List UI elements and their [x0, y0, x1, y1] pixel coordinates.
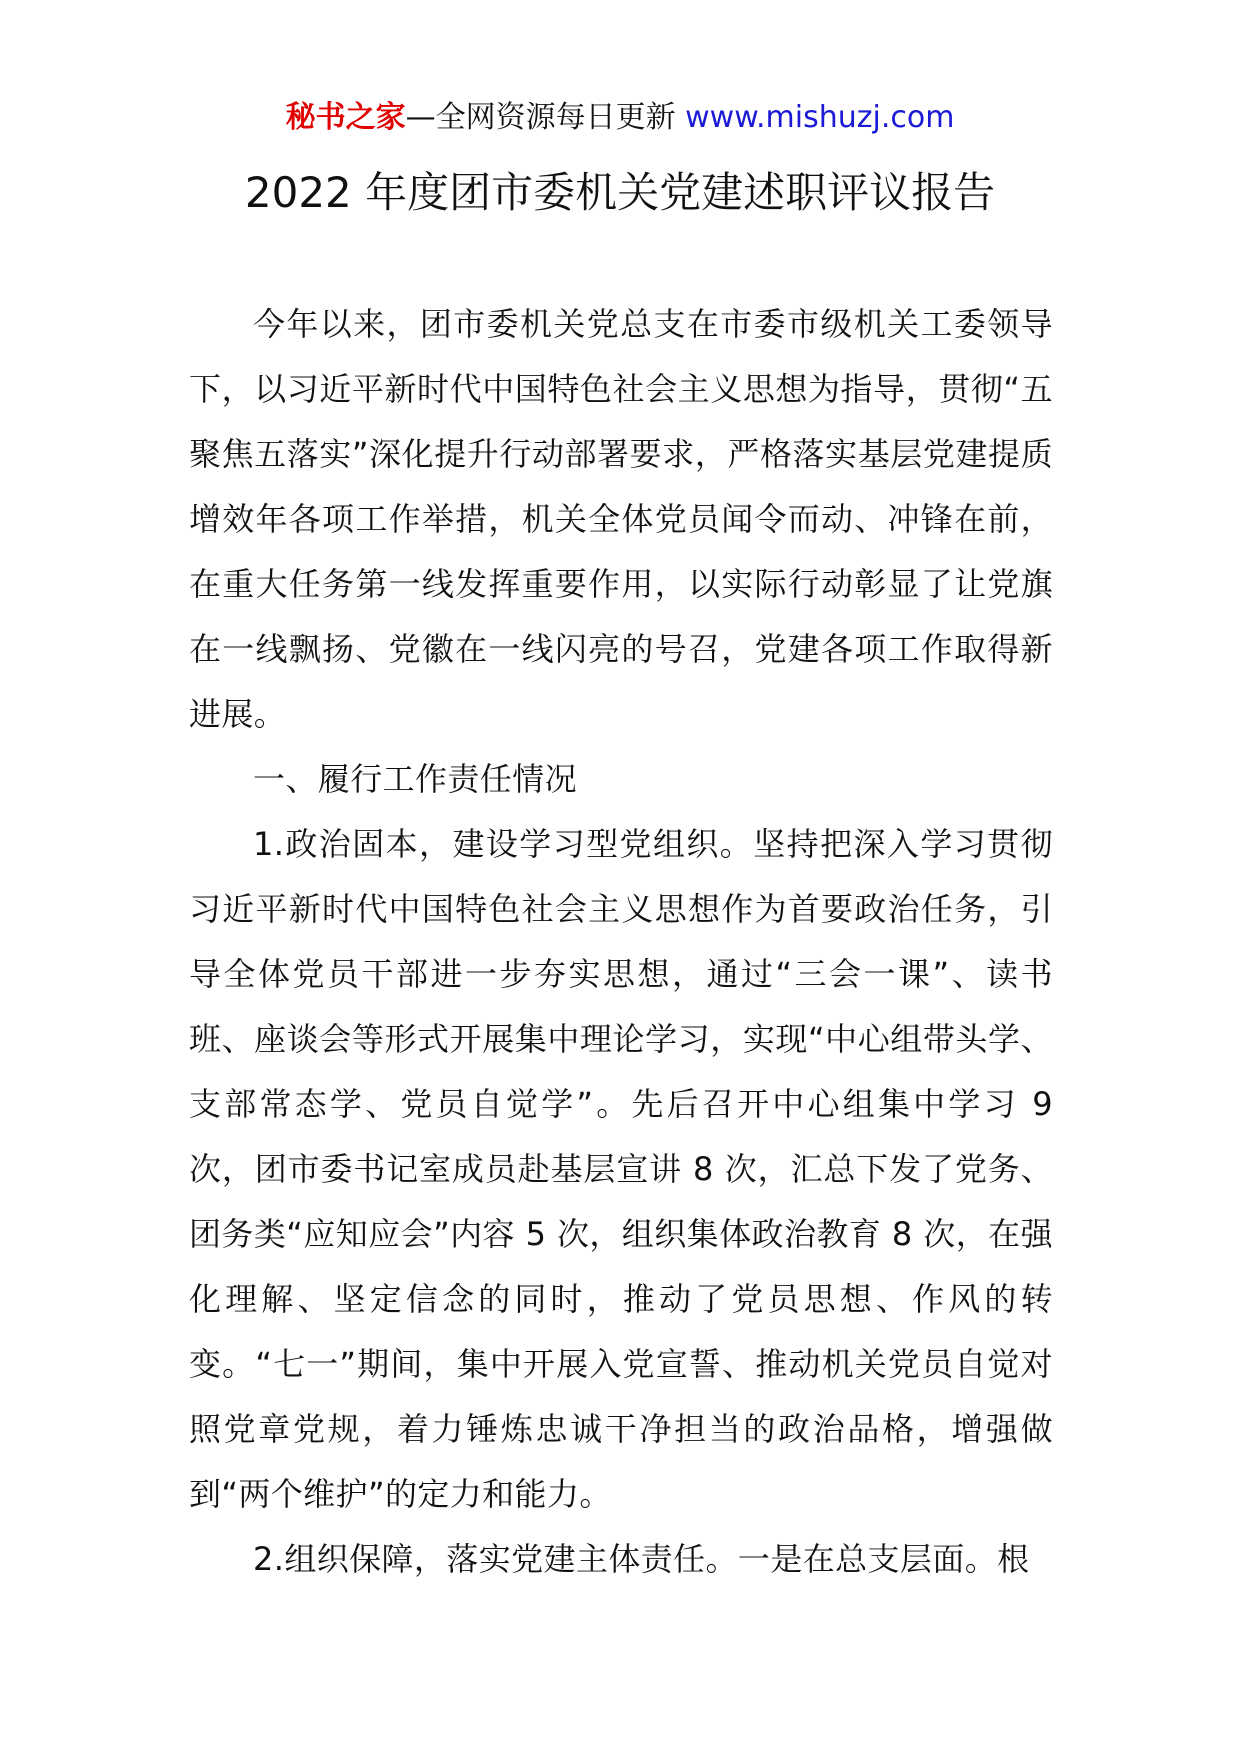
document-title: 2022 年度团市委机关党建述职评议报告 — [244, 168, 996, 217]
document-body — [189, 292, 1053, 1592]
brand-name: 秘书之家 — [285, 100, 406, 135]
header-slogan: —全网资源每日更新 — [405, 100, 686, 135]
watermark-header — [0, 98, 1240, 138]
site-link[interactable]: www.mishuzj.com — [685, 100, 955, 135]
section-heading: 一、履行工作责任情况 — [253, 760, 578, 798]
paragraph-item-2: 2.组织保障，落实党建主体责任。一是在总支层面。根 — [253, 1540, 1030, 1578]
paragraph-intro: 今年以来，团市委机关党总支在市委市级机关工委领导下，以习近平新时代中国特色社会主义思想为指导，贯彻“五聚焦五落实”深化提升行动部署要求，严格落实基层党建提质增效年各项工作举措，机关全体党员闻令而动、冲锋在前，在重大任务第一线发挥重要作用，以实际行动彰显了让党旗在一线飘扬、党徽在一线闪亮的号召，党建各项工作取得新进展。 — [189, 305, 1053, 733]
paragraph-item-1: 1.政治固本，建设学习型党组织。坚持把深入学习贯彻习近平新时代中国特色社会主义思想作为首要政治任务，引导全体党员干部进一步夯实思想，通过“三会一课”、读书班、座谈会等形式开展集中理论学习，实现“中心组带头学、支部常态学、党员自觉学”。先后召开中心组集中学习 9 次，团市委书记室成员赴基层宣讲 8 次，汇总下发了党务、团务类“应知应会”内容 5 次，组织集体政治教育 8 次，在强化理解、坚定信念的同时，推动了党员思想、作风的转变。“七一”期间，集中开展入党宣誓、推动机关党员自觉对照党章党规，着力锤炼忠诚干净担当的政治品格，增强做到“两个维护”的定力和能力。 — [189, 825, 1053, 1513]
